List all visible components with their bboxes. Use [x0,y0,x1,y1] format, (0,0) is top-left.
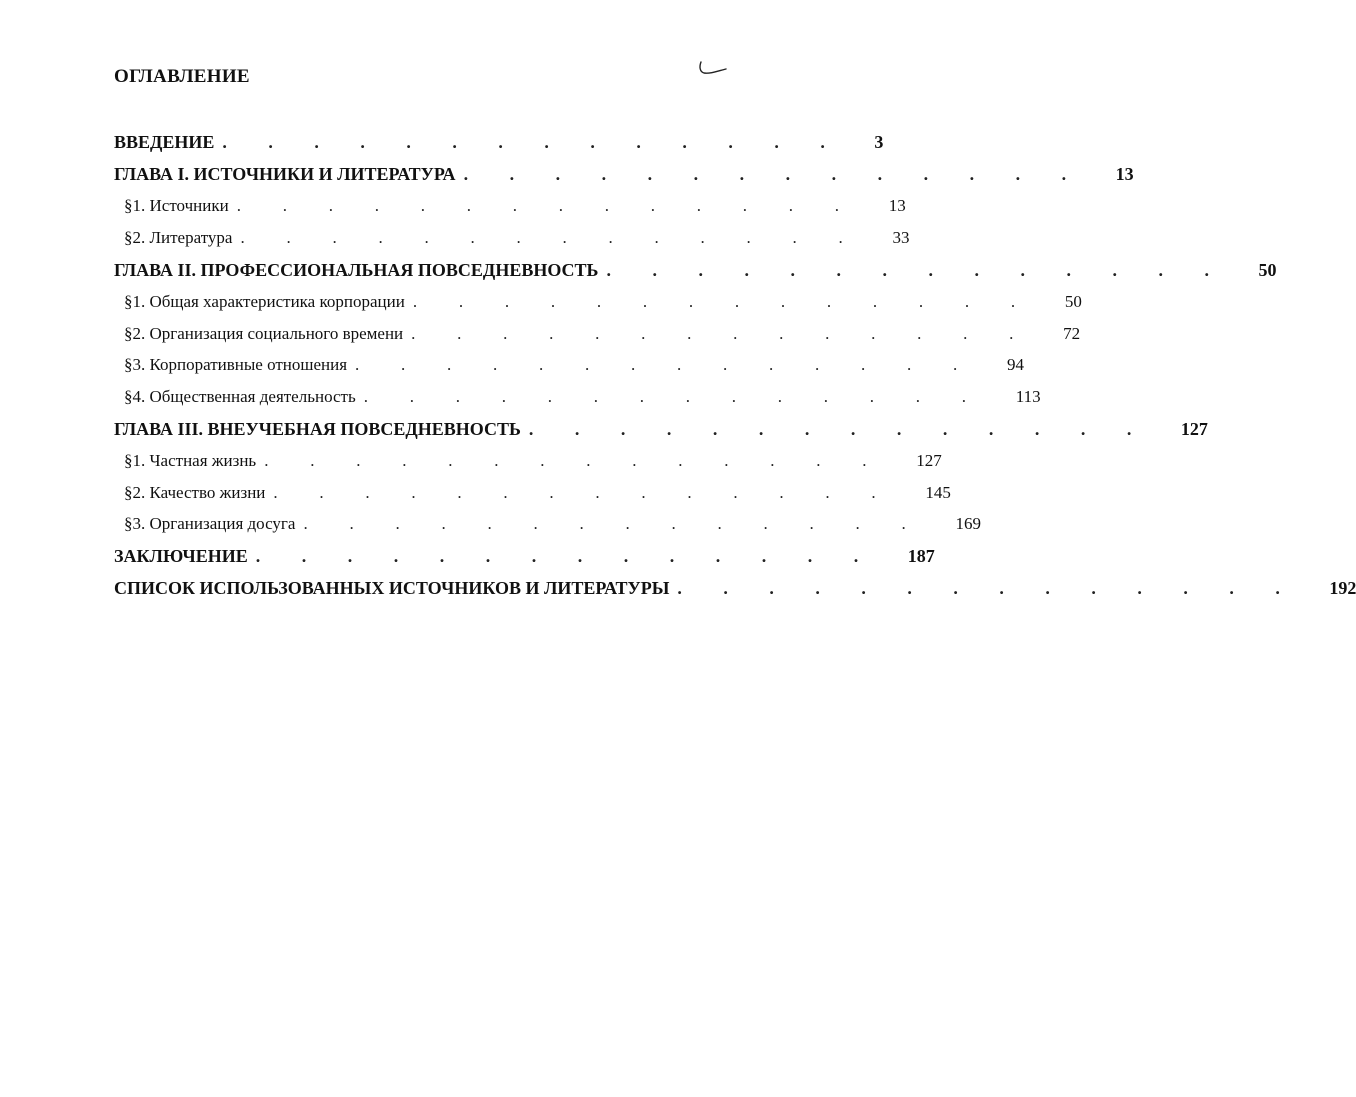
dot-leader: . . . . . . . . . . . . . . [412,291,1016,311]
dot-leader: . . . . . . . . . . . . . . [528,418,1132,439]
page-title: ОГЛАВЛЕНИЕ [114,66,250,87]
dot-leader: . . . . . . . . . . . . . . [222,132,825,153]
dot-leader: . . . . . . . . . . . . . . [355,355,958,375]
toc-entry-title: §2. Качество жизни [124,482,266,502]
toc-page-number: 33 [892,228,910,248]
toc-row[interactable] [114,127,884,159]
toc-entry-title: ГЛАВА III. ВНЕУЧЕБНАЯ ПОВСЕДНЕВНОСТЬ [114,418,521,439]
dot-leader: . . . . . . . . . . . . . . [363,387,966,407]
dot-leader: . . . . . . . . . . . . . . [463,164,1067,185]
toc-page-number: 127 [916,450,942,470]
toc-entry-title: СПИСОК ИСПОЛЬЗОВАННЫХ ИСТОЧНИКОВ И ЛИТЕРАТУРЫ [114,577,670,598]
toc-page-number: 13 [888,196,906,216]
toc-entry-title: §1. Частная жизнь [124,450,257,470]
dot-leader: . . . . . . . . . . . . . . [411,323,1014,343]
dot-leader: . . . . . . . . . . . . . . [303,514,906,534]
toc-row[interactable] [114,381,1041,413]
dot-leader: . . . . . . . . . . . . . . [677,577,1280,598]
toc-row[interactable] [114,477,951,509]
toc-entry-title: §3. Корпоративные отношения [124,355,348,375]
toc-row[interactable] [114,413,1208,445]
toc-page-number: 50 [1064,291,1082,311]
toc-entry-title: §1. Источники [124,196,229,216]
toc-entry-title: §4. Общественная деятельность [124,387,356,407]
toc-page-number: 192 [1329,577,1356,598]
toc-row[interactable] [114,572,1356,604]
toc-row[interactable] [114,318,1081,350]
toc-page-number: 127 [1180,418,1208,439]
toc-entry-title: ЗАКЛЮЧЕНИЕ [114,545,248,566]
toc-entry-title: ГЛАВА I. ИСТОЧНИКИ И ЛИТЕРАТУРА [114,164,456,185]
dot-leader: . . . . . . . . . . . . . . [273,482,876,502]
handwritten-mark [696,58,730,78]
toc-page-number: 13 [1115,164,1134,185]
dot-leader: . . . . . . . . . . . . . . [255,545,859,566]
toc-entry-title: ГЛАВА II. ПРОФЕССИОНАЛЬНАЯ ПОВСЕДНЕВНОСТЬ [114,259,599,280]
dot-leader: . . . . . . . . . . . . . . [606,259,1209,280]
toc-page-number: 145 [925,482,951,502]
toc-row[interactable] [114,191,906,223]
toc-page-number: 94 [1007,355,1025,375]
toc-entry-title: §2. Литература [124,228,233,248]
toc-row[interactable] [114,159,1134,191]
toc-row[interactable] [114,350,1025,382]
toc-page-number: 72 [1063,323,1081,343]
table-of-contents [114,127,1356,604]
toc-row[interactable] [114,222,910,254]
toc-row[interactable] [114,540,935,572]
toc-row[interactable] [114,509,981,541]
toc-page-number: 50 [1258,259,1277,280]
toc-entry-title: ВВЕДЕНИЕ [114,132,215,153]
toc-row[interactable] [114,286,1082,318]
toc-page-number: 187 [907,545,935,566]
toc-page-number: 3 [874,132,884,153]
toc-entry-title: §2. Организация социального времени [124,323,404,343]
dot-leader: . . . . . . . . . . . . . . [236,196,839,216]
toc-row[interactable] [114,254,1277,286]
toc-entry-title: §1. Общая характеристика корпорации [124,291,405,311]
toc-entry-title: §3. Организация досуга [124,514,296,534]
toc-page-number: 113 [1015,387,1041,407]
toc-page-number: 169 [955,514,981,534]
toc-row[interactable] [114,445,942,477]
dot-leader: . . . . . . . . . . . . . . [264,450,867,470]
dot-leader: . . . . . . . . . . . . . . [240,228,843,248]
